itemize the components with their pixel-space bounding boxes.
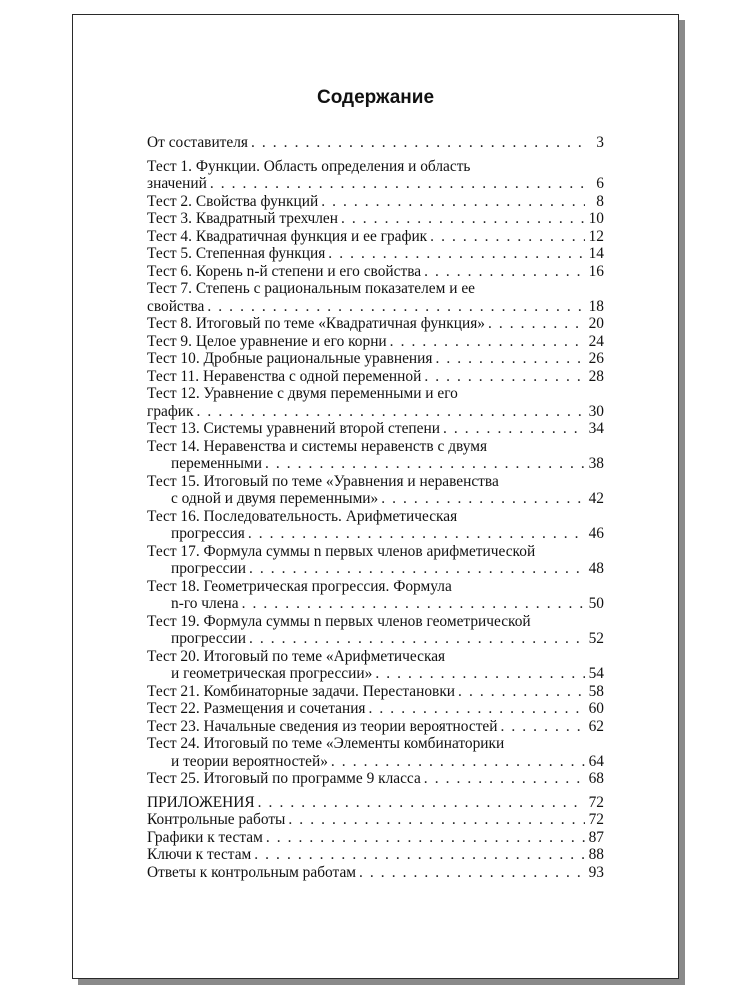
toc-entry-title: Контрольные работы: [147, 811, 286, 828]
dot-leader: [443, 420, 585, 438]
toc-entry-title: прогрессии: [171, 630, 246, 647]
toc-page-number: 3: [596, 134, 604, 151]
toc-entry: [147, 508, 604, 543]
dot-leader: [242, 595, 585, 613]
toc-entry: [147, 718, 604, 736]
toc-entry-row: [147, 753, 604, 771]
toc-entry-title: n-го члена: [171, 595, 239, 612]
toc-entry: [147, 420, 604, 438]
toc-entry-row: [147, 333, 604, 351]
dot-leader: [488, 315, 585, 333]
toc-entry-title: и геометрическая прогрессии»: [171, 665, 373, 682]
dot-leader: [430, 228, 585, 246]
toc-entry-row: [147, 298, 604, 316]
toc-entry-title: Тест 5. Степенная функция: [147, 245, 326, 262]
dot-leader: [328, 245, 585, 263]
toc-entry: [147, 613, 604, 648]
toc-page-number: 10: [588, 210, 604, 227]
toc-entry: [147, 770, 604, 788]
dot-leader: [369, 700, 585, 718]
dot-leader: [266, 829, 585, 847]
toc-entry: [147, 263, 604, 281]
toc-entry-line: Тест 15. Итоговый по теме «Уравнения и неравенства: [147, 472, 499, 490]
toc-page-number: 52: [588, 630, 604, 647]
toc-entry-title: Ответы к контрольным работам: [147, 863, 357, 881]
toc-entry-title: Ключи к тестам: [147, 846, 252, 863]
toc-entry-title: Тест 13. Системы уравнений второй степени: [147, 420, 440, 437]
toc-page-number: 60: [588, 700, 604, 717]
toc-entry-row: [147, 770, 604, 788]
toc-entry-row: [147, 315, 604, 333]
toc-entry-line: Тест 7. Степень с рациональным показателем и ее: [147, 280, 475, 297]
toc-entry-row: [147, 630, 604, 648]
toc-entry-row: [147, 368, 604, 386]
toc-entry-row: [147, 263, 604, 281]
toc-entry: [147, 735, 604, 770]
toc-entry: [147, 700, 604, 718]
toc-entry-title: Тест 22. Размещения и сочетания: [147, 700, 366, 717]
toc-page-number: 26: [588, 350, 604, 367]
toc-page-number: 93: [588, 863, 604, 881]
toc-entry-title: Тест 9. Целое уравнение и его корни: [147, 332, 387, 350]
toc-entry-title: Тест 21. Комбинаторные задачи. Перестановки: [147, 682, 456, 700]
book-page: [72, 14, 679, 979]
toc-page-number: 48: [588, 560, 604, 577]
toc-entry: [147, 543, 604, 578]
toc-page-number: 16: [588, 262, 604, 280]
toc-entry-row: [147, 595, 604, 613]
toc-entry-row: [147, 829, 604, 847]
toc-page-number: 62: [588, 717, 604, 735]
toc-entry: [147, 385, 604, 420]
toc-entry-row: [147, 175, 604, 193]
toc-entry-title: прогрессии: [171, 560, 246, 577]
toc-entry-title: прогрессия: [171, 525, 245, 542]
toc-entry-row: [147, 700, 604, 718]
toc-page-number: 34: [588, 420, 604, 437]
toc-entry-row: [147, 560, 604, 578]
dot-leader: [424, 770, 585, 788]
toc-entry-title: Тест 10. Дробные рациональные уравнения: [147, 350, 433, 367]
toc-entry-title: Тест 2. Свойства функций: [147, 192, 319, 210]
dot-leader: [251, 134, 585, 152]
toc-entry-line: Тест 16. Последовательность. Арифметическая: [147, 507, 458, 525]
dot-leader: [435, 350, 585, 368]
toc-entry-row: [147, 490, 604, 508]
toc-page-number: 24: [588, 332, 604, 350]
toc-entry-title: с одной и двумя переменными»: [171, 490, 379, 507]
toc-page-number: 68: [588, 770, 604, 787]
toc-entry: [147, 648, 604, 683]
toc-entry-row: [147, 794, 604, 812]
toc-page-number: 6: [596, 175, 604, 192]
toc-entry-row: [147, 350, 604, 368]
toc-page-number: 18: [588, 297, 604, 315]
toc-page-number: 72: [588, 811, 604, 828]
toc-entry-line: Тест 12. Уравнение с двумя переменными и его: [147, 385, 458, 402]
toc-entry: [147, 864, 604, 882]
toc-entry-title: От составителя: [147, 134, 248, 151]
dot-leader: [501, 718, 586, 736]
toc-entry-line: Тест 14. Неравенства и системы неравенств с двумя: [147, 437, 488, 455]
toc-entry-title: Тест 23. Начальные сведения из теории вероятностей: [147, 717, 498, 735]
toc-entry-line: Тест 17. Формула суммы n первых членов арифметической: [147, 542, 536, 560]
toc-entry-title: и теории вероятностей»: [171, 752, 328, 770]
toc-entry: [147, 829, 604, 847]
toc-entry-line: Тест 24. Итоговый по теме «Элементы комбинаторики: [147, 735, 505, 752]
toc-entry: [147, 193, 604, 211]
toc-entry-title: ПРИЛОЖЕНИЯ: [147, 793, 255, 811]
dot-leader: [359, 864, 585, 882]
toc-page-number: 12: [588, 227, 604, 245]
toc-page-number: 30: [588, 402, 604, 420]
toc-entry-title: Графики к тестам: [147, 828, 263, 846]
toc-entry-title: Тест 11. Неравенства с одной переменной: [147, 367, 422, 385]
page-title: Содержание: [316, 87, 435, 108]
toc-page-number: 8: [596, 192, 604, 210]
toc-entry: [147, 368, 604, 386]
toc-entry: [147, 158, 604, 193]
dot-leader: [258, 794, 585, 812]
toc-entry-title: Тест 8. Итоговый по теме «Квадратичная функция»: [147, 315, 485, 332]
dot-leader: [321, 193, 585, 211]
toc-entry: [147, 134, 604, 152]
toc-entry: [147, 333, 604, 351]
toc-entry-title: значений: [147, 175, 207, 192]
toc-entry: [147, 578, 604, 613]
dot-leader: [331, 753, 585, 771]
toc-entry: [147, 683, 604, 701]
toc-entry-row: [147, 134, 604, 152]
toc-entry-row: [147, 455, 604, 473]
toc-entry-row: [147, 193, 604, 211]
dot-leader: [341, 210, 585, 228]
toc-entry-title: график: [147, 402, 194, 420]
toc-entry-line: Тест 19. Формула суммы n первых членов геометрической: [147, 612, 531, 630]
toc-entry: [147, 794, 604, 812]
dot-leader: [254, 846, 585, 864]
toc-entry-row: [147, 811, 604, 829]
toc-entry-row: [147, 683, 604, 701]
toc-entry-row: [147, 403, 604, 421]
toc-entry: [147, 280, 604, 315]
toc-entry: [147, 210, 604, 228]
toc-page-number: 50: [588, 595, 604, 612]
toc-entry-title: Тест 4. Квадратичная функция и ее график: [147, 227, 428, 245]
toc-entry: [147, 245, 604, 263]
toc-entry: [147, 811, 604, 829]
toc-entry: [147, 350, 604, 368]
toc-entry-title: Тест 25. Итоговый по программе 9 класса: [147, 770, 421, 787]
dot-leader: [424, 263, 585, 281]
dot-leader: [458, 683, 585, 701]
dot-leader: [248, 525, 585, 543]
toc-entry-row: [147, 718, 604, 736]
dot-leader: [265, 455, 585, 473]
toc-entry-row: [147, 420, 604, 438]
toc-page-number: 58: [588, 682, 604, 700]
toc-entry: [147, 315, 604, 333]
dot-leader: [197, 403, 585, 421]
toc-entry-line: Тест 18. Геометрическая прогрессия. Формула: [147, 577, 452, 595]
dot-leader: [207, 298, 585, 316]
toc-page-number: 38: [588, 455, 604, 472]
toc-entry-row: [147, 228, 604, 246]
toc-entry-line: Тест 20. Итоговый по теме «Арифметическая: [147, 647, 446, 665]
toc-page-number: 20: [588, 315, 604, 332]
toc-page-number: 14: [588, 245, 604, 262]
dot-leader: [381, 490, 585, 508]
toc-entry-title: Тест 6. Корень n-й степени и его свойства: [147, 262, 422, 280]
toc-page-number: 88: [588, 846, 604, 863]
toc-entry: [147, 228, 604, 246]
toc-entry-row: [147, 525, 604, 543]
toc-entry-title: переменными: [171, 455, 262, 472]
toc-page-number: 87: [588, 828, 604, 846]
toc-entry-title: Тест 3. Квадратный трехчлен: [147, 210, 338, 227]
toc-page-number: 72: [588, 793, 604, 811]
dot-leader: [210, 175, 585, 193]
toc-entry: [147, 438, 604, 473]
toc-entry-row: [147, 665, 604, 683]
toc-entry-title: свойства: [147, 297, 205, 315]
toc-page-number: 54: [588, 665, 604, 682]
toc-entry-row: [147, 245, 604, 263]
dot-leader: [375, 665, 585, 683]
toc-entry-line: Тест 1. Функции. Область определения и область: [147, 157, 471, 175]
toc-entry-row: [147, 864, 604, 882]
toc-page-number: 46: [588, 525, 604, 542]
table-of-contents: [147, 134, 604, 881]
dot-leader: [288, 811, 585, 829]
dot-leader: [424, 368, 585, 386]
dot-leader: [249, 560, 585, 578]
toc-page-number: 64: [588, 752, 604, 770]
toc-entry-row: [147, 210, 604, 228]
toc-page-number: 28: [588, 367, 604, 385]
toc-entry: [147, 473, 604, 508]
toc-entry: [147, 846, 604, 864]
dot-leader: [249, 630, 585, 648]
toc-page-number: 42: [588, 490, 604, 507]
dot-leader: [390, 333, 585, 351]
toc-entry-row: [147, 846, 604, 864]
